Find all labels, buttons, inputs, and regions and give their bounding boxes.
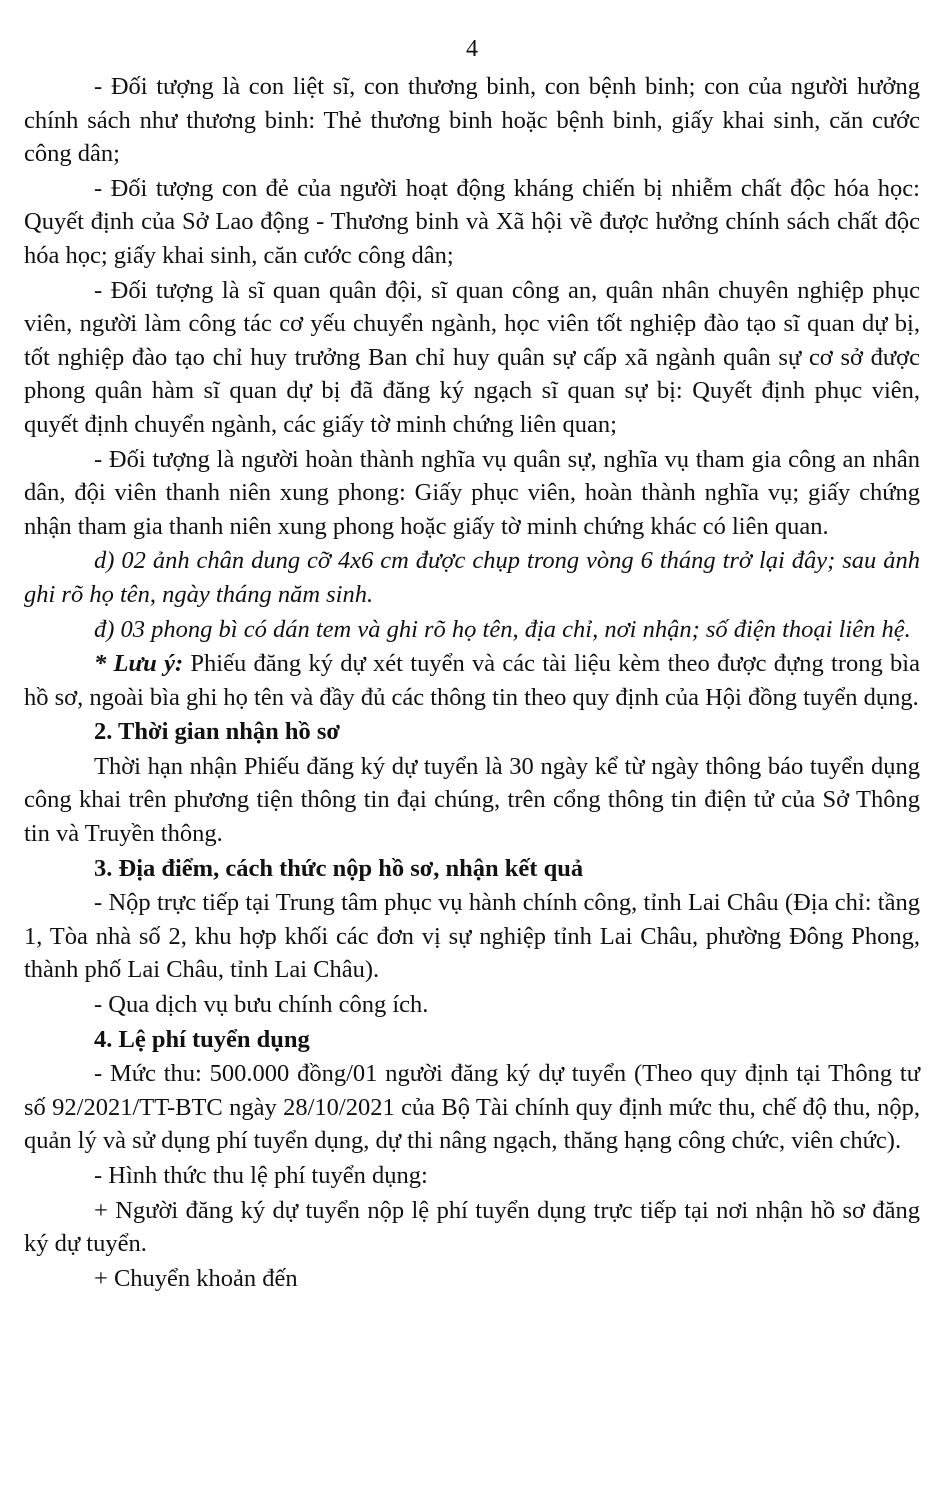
paragraph-officers: - Đối tượng là sĩ quan quân đội, sĩ quan công an, quân nhân chuyên nghiệp phục viên, người làm công tác cơ yếu chuyển ngành, học viên tốt nghiệp đào tạo sĩ quan dự bị, tốt nghiệp đào tạo chỉ huy trưởng Ban chỉ huy quân sự cấp xã ngành quân sự cơ sở được phong quân hàm sĩ quan dự bị đã đăng ký ngạch sĩ quan sự bị: Quyết định phục viên, quyết định chuyển ngành, các giấy tờ minh chứng liên quan; bbox=[24, 276, 920, 438]
section-2-text: Thời hạn nhận Phiếu đăng ký dự tuyển là 30 ngày kể từ ngày thông báo tuyển dụng công khai trên phương tiện thông tin đại chúng, trên cổng thông tin điện tử của Sở Thông tin và Truyền thông. bbox=[24, 752, 920, 848]
section-2-heading: 2. Thời gian nhận hồ sơ bbox=[94, 718, 340, 746]
section-4-transfer: + Chuyển khoản đến bbox=[94, 1264, 298, 1292]
section-3-postal: - Qua dịch vụ bưu chính công ích. bbox=[94, 991, 429, 1019]
item-dd-envelopes: đ) 03 phong bì có dán tem và ghi rõ họ tên, địa chỉ, nơi nhận; số điện thoại liên hệ. bbox=[94, 615, 911, 643]
section-4-fee-amount: - Mức thu: 500.000 đồng/01 người đăng ký dự tuyển (Theo quy định tại Thông tư số 92/2021/TT-BTC ngày 28/10/2021 của Bộ Tài chính quy định mức thu, chế độ thu, nộp, quản lý và sử dụng phí tuyển dụng, dự thi nâng ngạch, thăng hạng công chức, viên chức). bbox=[24, 1060, 920, 1155]
section-3-heading: 3. Địa điểm, cách thức nộp hồ sơ, nhận kết quả bbox=[94, 854, 584, 882]
note-label: * Lưu ý: bbox=[94, 650, 184, 678]
page-number: 4 bbox=[466, 36, 478, 62]
note-text: Phiếu đăng ký dự xét tuyển và các tài liệu kèm theo được đựng trong bìa hồ sơ, ngoài bìa ghi họ tên và đầy đủ các thông tin theo quy định của Hội đồng tuyển dụng. bbox=[24, 650, 920, 711]
item-d-photos: d) 02 ảnh chân dung cỡ 4x6 cm được chụp trong vòng 6 tháng trở lại đây; sau ảnh ghi rõ họ tên, ngày tháng năm sinh. bbox=[24, 547, 920, 608]
section-4-payment-methods: - Hình thức thu lệ phí tuyển dụng: bbox=[94, 1162, 428, 1189]
paragraph-military-service: - Đối tượng là người hoàn thành nghĩa vụ quân sự, nghĩa vụ tham gia công an nhân dân, đội viên thanh niên xung phong: Giấy phục viên, hoàn thành nghĩa vụ; giấy chứng nhận tham gia thanh niên xung phong hoặc giấy tờ minh chứng khác có liên quan. bbox=[24, 445, 920, 540]
section-4-heading: 4. Lệ phí tuyển dụng bbox=[94, 1025, 310, 1053]
section-3-direct-submission: - Nộp trực tiếp tại Trung tâm phục vụ hành chính công, tỉnh Lai Châu (Địa chỉ: tầng 1, Tòa nhà số 2, khu hợp khối các đơn vị sự nghiệp tỉnh Lai Châu, phường Đông Phong, thành phố Lai Châu, tỉnh Lai Châu). bbox=[24, 889, 920, 984]
paragraph-agent-orange: - Đối tượng con đẻ của người hoạt động kháng chiến bị nhiễm chất độc hóa học: Quyết định của Sở Lao động - Thương binh và Xã hội về được hưởng chính sách chất độc hóa học; giấy khai sinh, căn cước công dân; bbox=[24, 174, 920, 269]
paragraph-martyr-children: - Đối tượng là con liệt sĩ, con thương binh, con bệnh binh; con của người hưởng chính sách như thương binh: Thẻ thương binh hoặc bệnh binh, giấy khai sinh, căn cước công dân; bbox=[24, 73, 920, 168]
note-paragraph bbox=[24, 647, 920, 714]
section-4-direct-payment: + Người đăng ký dự tuyển nộp lệ phí tuyển dụng trực tiếp tại nơi nhận hồ sơ đăng ký dự tuyển. bbox=[24, 1196, 920, 1258]
